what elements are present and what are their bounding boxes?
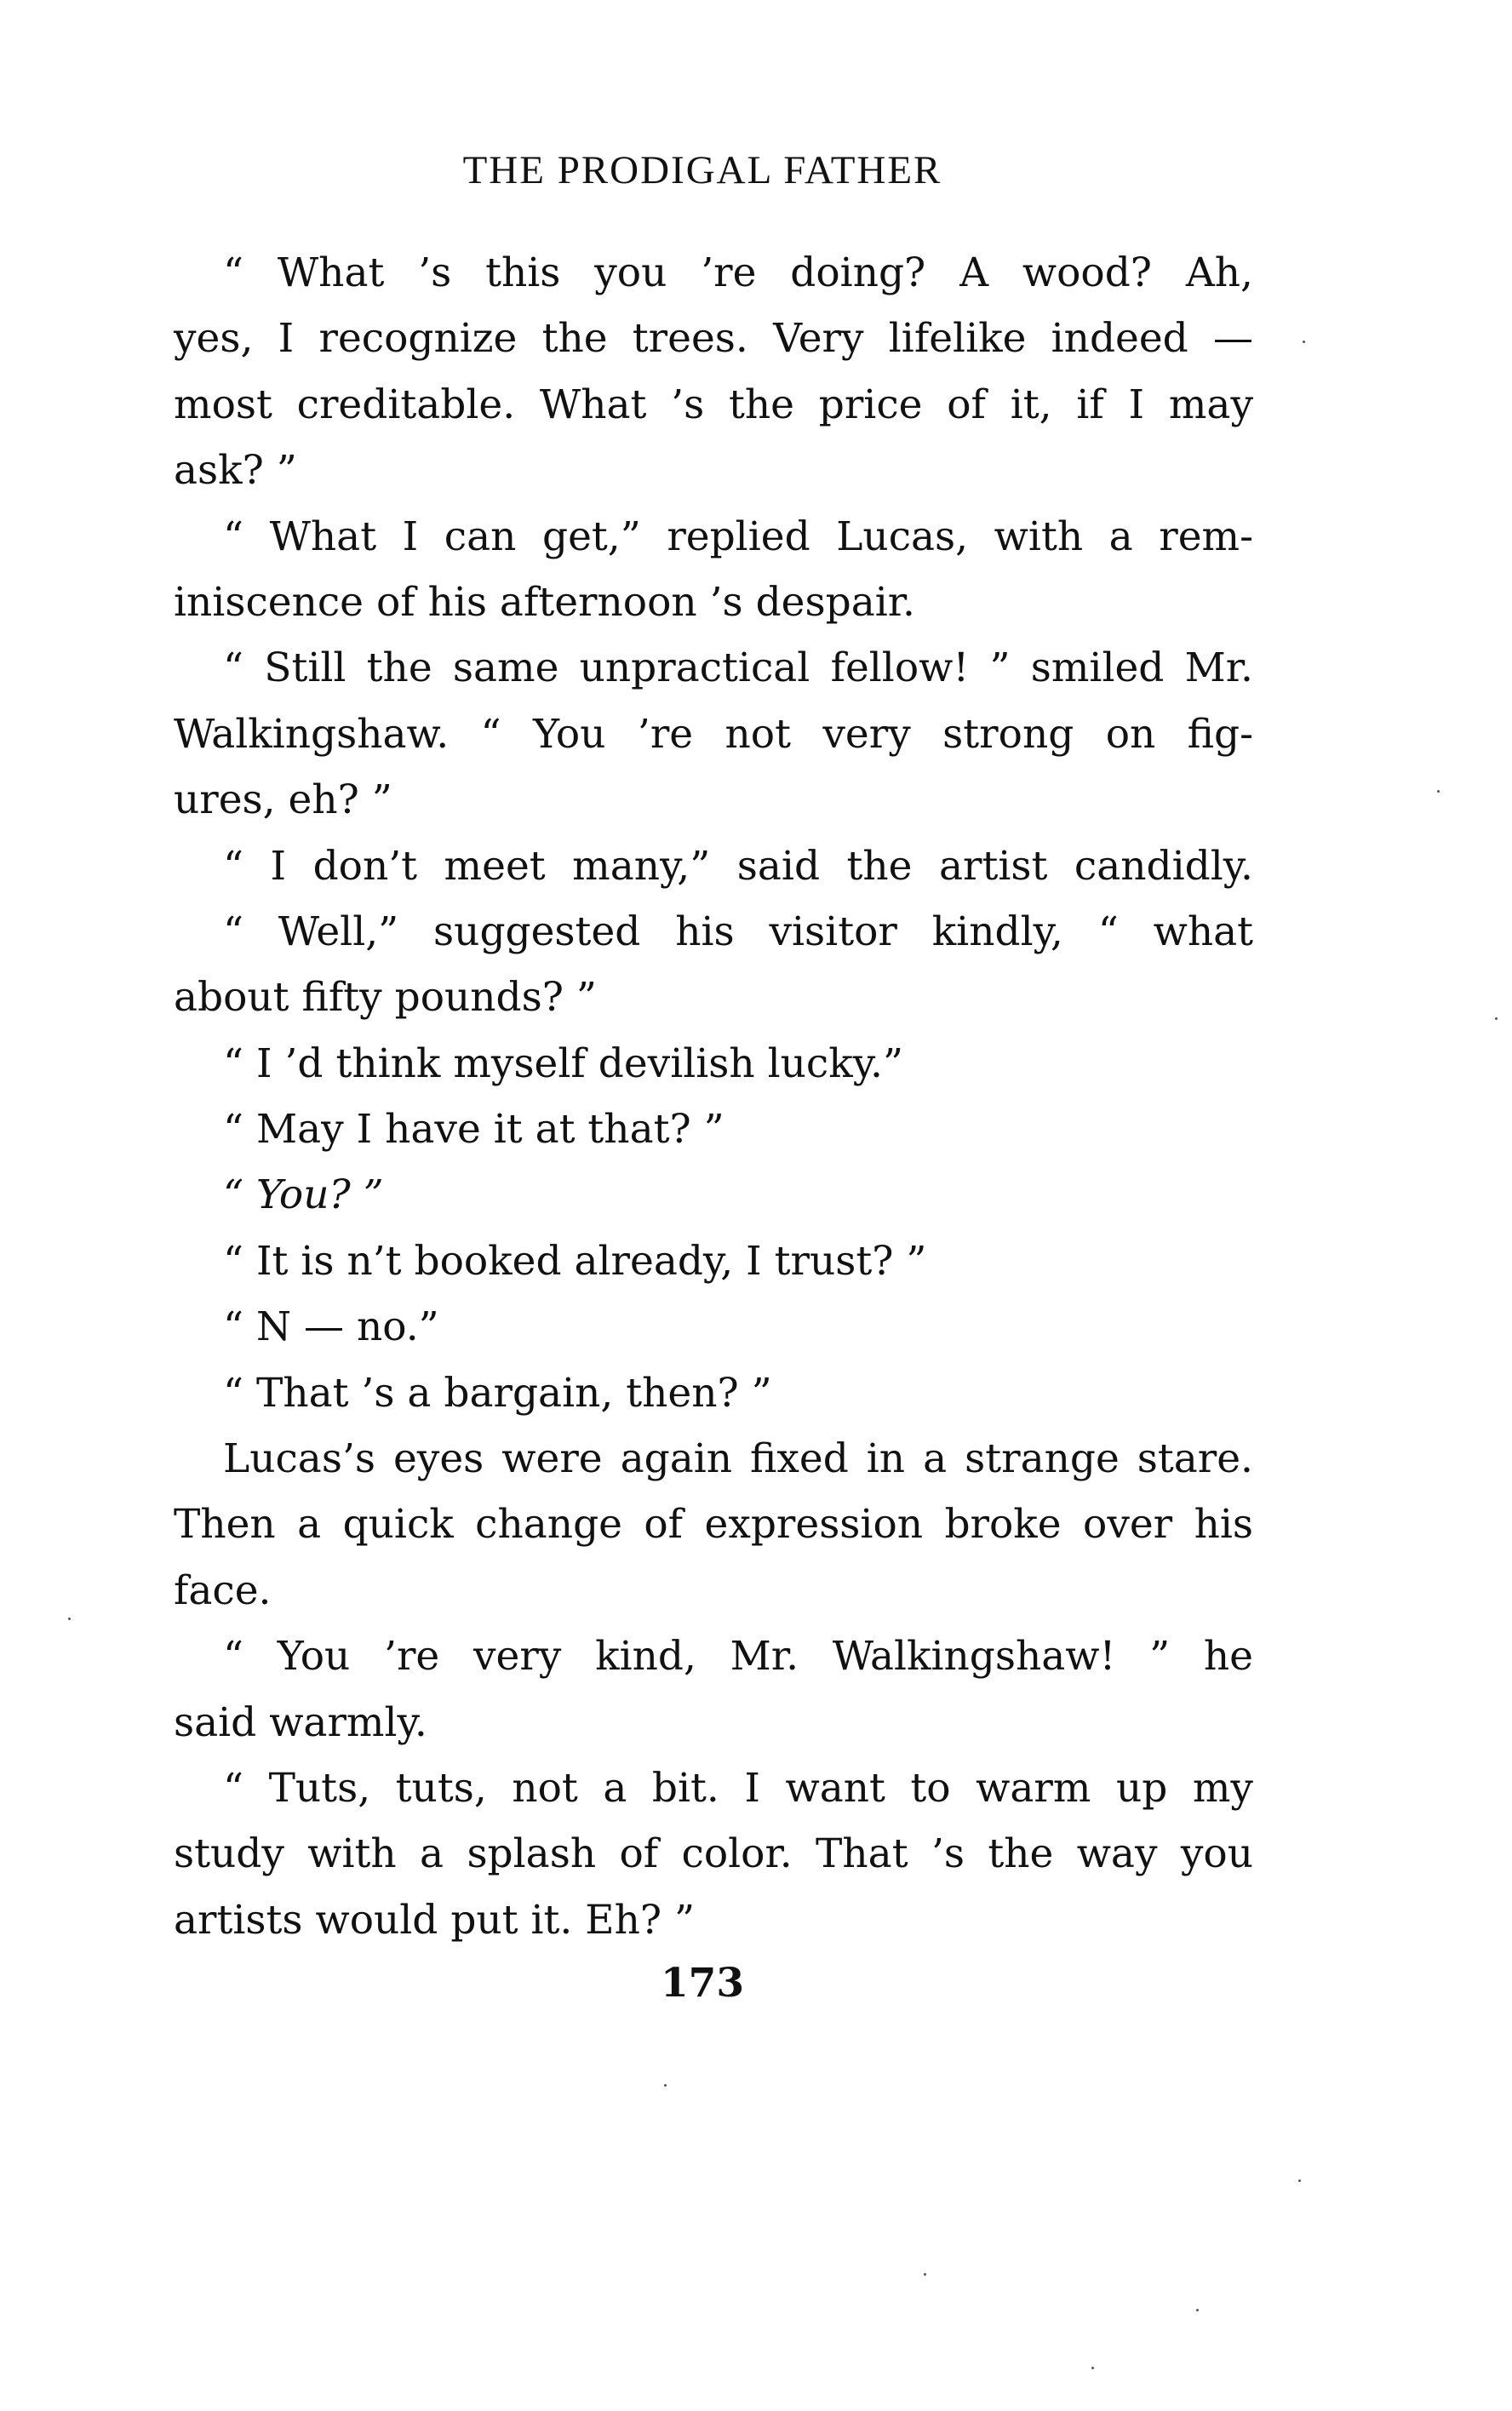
paper-speck xyxy=(1495,1017,1498,1020)
text-line: “ Still the same unpractical fellow! ” smiled Mr. xyxy=(223,644,1253,692)
paper-speck xyxy=(1091,2367,1094,2369)
text-line: “ I don’t meet many,” said the artist candidly. xyxy=(223,842,1253,890)
paper-speck xyxy=(664,2084,667,2087)
text-line: “ That ’s a bargain, then? ” xyxy=(223,1369,772,1417)
text-line: said warmly. xyxy=(174,1698,427,1746)
text-line: “ What ’s this you ’re doing? A wood? Ah, xyxy=(223,249,1253,296)
paper-speck xyxy=(1298,2179,1301,2182)
text-line: “ May I have it at that? ” xyxy=(223,1106,724,1154)
text-line: Walkingshaw. “ You ’re not very strong on fig- xyxy=(174,710,1253,758)
text-line: “ It is n’t booked already, I trust? ” xyxy=(223,1237,927,1285)
text-line: “ Well,” suggested his visitor kindly, “ what xyxy=(223,908,1253,955)
text-line: yes, I recognize the trees. Very lifelike indeed — xyxy=(174,315,1253,363)
text-line: “ Tuts, tuts, not a bit. I want to warm up my xyxy=(223,1764,1253,1812)
paper-speck xyxy=(1196,2309,1199,2311)
text-line: face. xyxy=(174,1566,272,1614)
paper-speck xyxy=(68,1618,71,1620)
text-line: artists would put it. Eh? ” xyxy=(174,1896,696,1944)
text-line: “ What I can get,” replied Lucas, with a rem- xyxy=(223,513,1253,560)
text-line: Then a quick change of expression broke over his xyxy=(174,1501,1253,1549)
paper-speck xyxy=(1437,790,1440,793)
paper-speck xyxy=(1303,341,1305,343)
text-line: most creditable. What ’s the price of it, if I may xyxy=(174,381,1253,428)
text-line: study with a splash of color. That ’s the way you xyxy=(174,1830,1253,1878)
text-line: ures, eh? ” xyxy=(174,776,392,824)
text-line: ask? ” xyxy=(174,447,297,495)
text-line: “ You? ” xyxy=(223,1171,384,1219)
text-line: “ I ’d think myself devilish lucky.” xyxy=(223,1039,903,1087)
text-line: “ N — no.” xyxy=(223,1303,439,1351)
text-line: iniscence of his afternoon ’s despair. xyxy=(174,578,915,626)
text-line: “ You ’re very kind, Mr. Walkingshaw! ” he xyxy=(223,1633,1253,1681)
text-line: Lucas’s eyes were again fixed in a strange stare. xyxy=(223,1435,1253,1483)
text-line: about fifty pounds? ” xyxy=(174,974,597,1022)
paper-speck xyxy=(924,2273,926,2276)
page-number: 173 xyxy=(660,1960,745,2007)
running-head: THE PRODIGAL FATHER xyxy=(462,148,942,192)
body-text xyxy=(174,240,1253,1953)
